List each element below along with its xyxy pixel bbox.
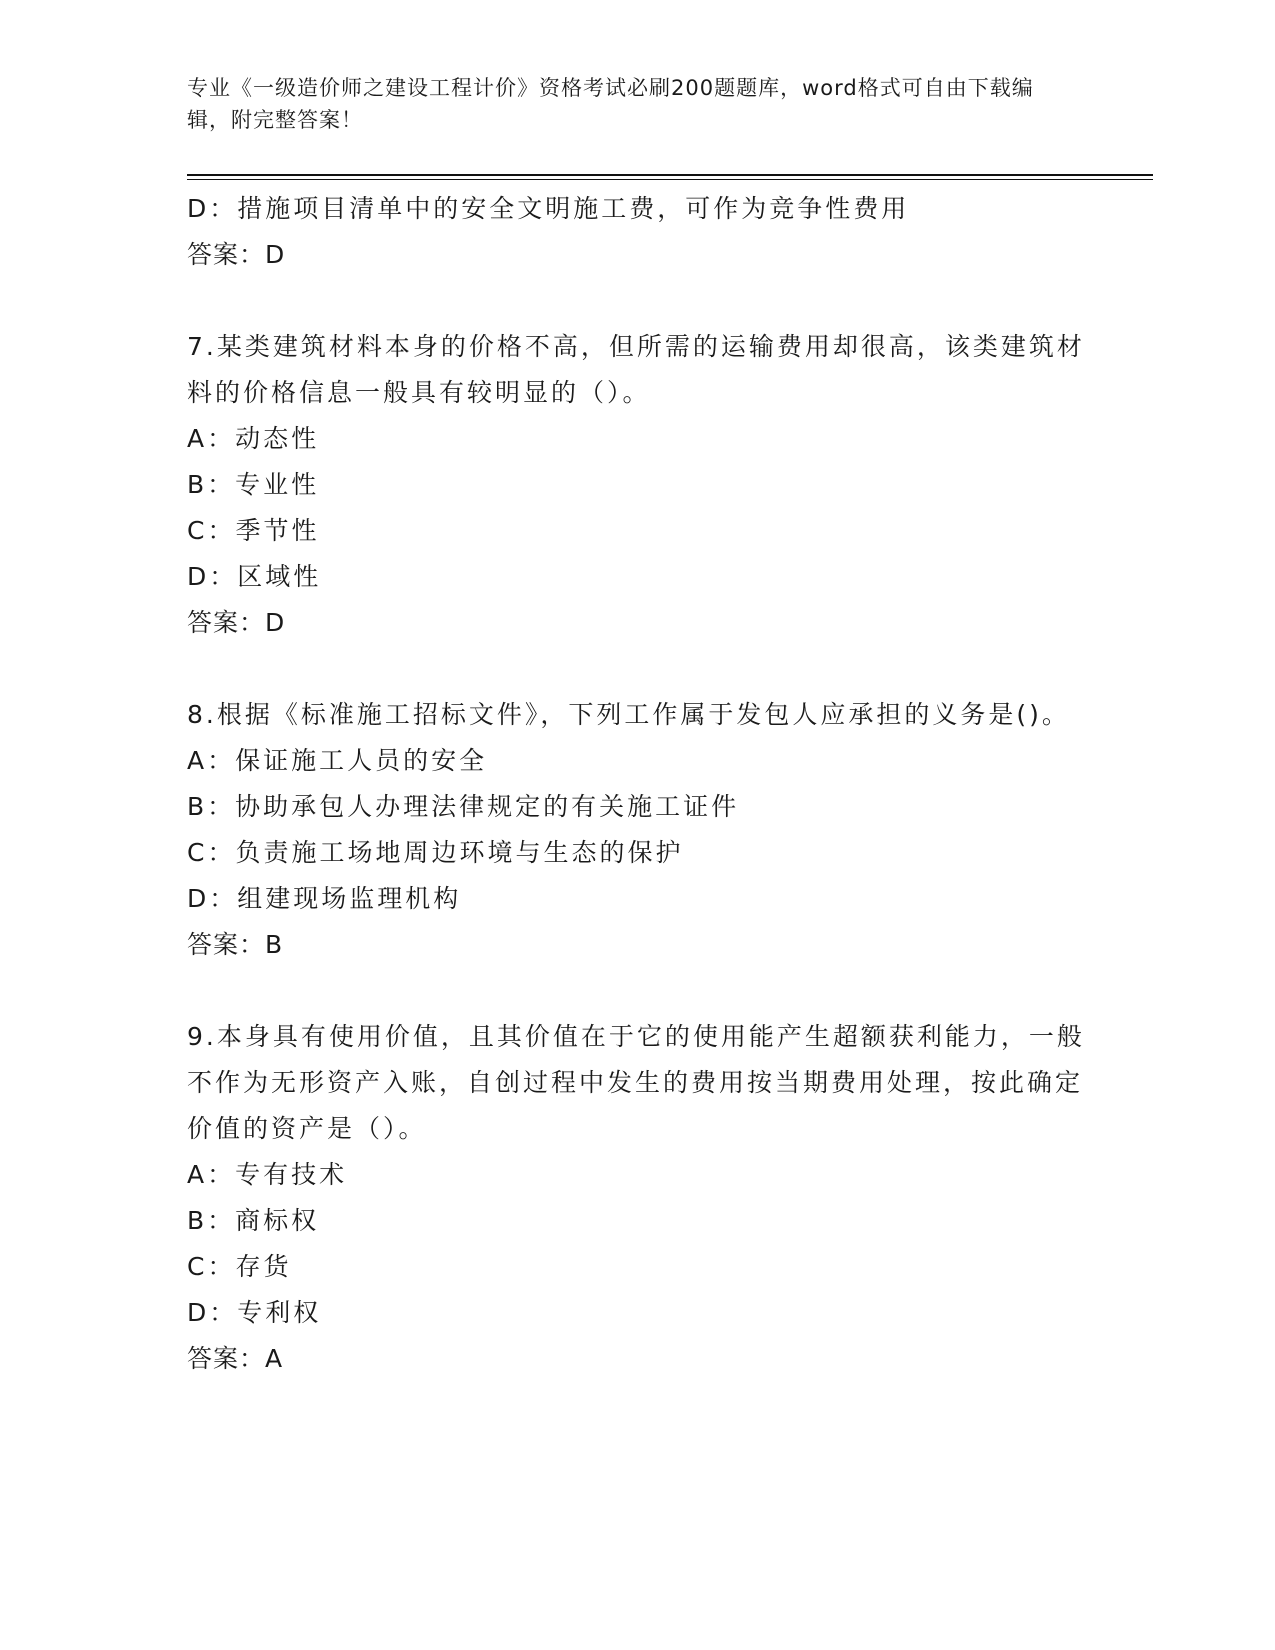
option-a: A：保证施工人员的安全: [187, 746, 488, 775]
option-c: C：存货: [187, 1252, 292, 1281]
option-b: B：协助承包人办理法律规定的有关施工证件: [187, 792, 740, 821]
document-body: [187, 186, 1087, 1382]
option-b: B：商标权: [187, 1206, 320, 1235]
question-9: [187, 1014, 1087, 1382]
question-stem: 8.根据《标准施工招标文件》，下列工作属于发包人应承担的义务是()。: [187, 700, 1070, 729]
option-d: D：专利权: [187, 1298, 322, 1327]
option-d: D：区域性: [187, 562, 322, 591]
answer: 答案：B: [187, 930, 284, 959]
option-a: A：专有技术: [187, 1160, 348, 1189]
option-c: C：负责施工场地周边环境与生态的保护: [187, 838, 684, 867]
option-c: C：季节性: [187, 516, 320, 545]
spacer: [187, 646, 1087, 692]
carryover-answer: 答案：D: [187, 240, 286, 269]
option-a: A：动态性: [187, 424, 320, 453]
question-stem: 7.某类建筑材料本身的价格不高，但所需的运输费用却很高，该类建筑材料的价格信息一般具有较明显的（）。: [187, 332, 1085, 407]
question-stem: 9.本身具有使用价值，且其价值在于它的使用能产生超额获利能力，一般不作为无形资产入账，自创过程中发生的费用按当期费用处理，按此确定价值的资产是（）。: [187, 1022, 1085, 1143]
header-divider: [187, 174, 1153, 180]
spacer: [187, 968, 1087, 1014]
answer: 答案：A: [187, 1344, 284, 1373]
question-8: [187, 692, 1087, 968]
option-d: D：组建现场监理机构: [187, 884, 462, 913]
question-7: [187, 324, 1087, 646]
document-header: 专业《一级造价师之建设工程计价》资格考试必刷200题题库，word格式可自由下载编辑，附完整答案！: [187, 76, 1034, 132]
answer: 答案：D: [187, 608, 286, 637]
spacer: [187, 278, 1087, 324]
carryover-option-d: D：措施项目清单中的安全文明施工费，可作为竞争性费用: [187, 194, 910, 223]
option-b: B：专业性: [187, 470, 320, 499]
